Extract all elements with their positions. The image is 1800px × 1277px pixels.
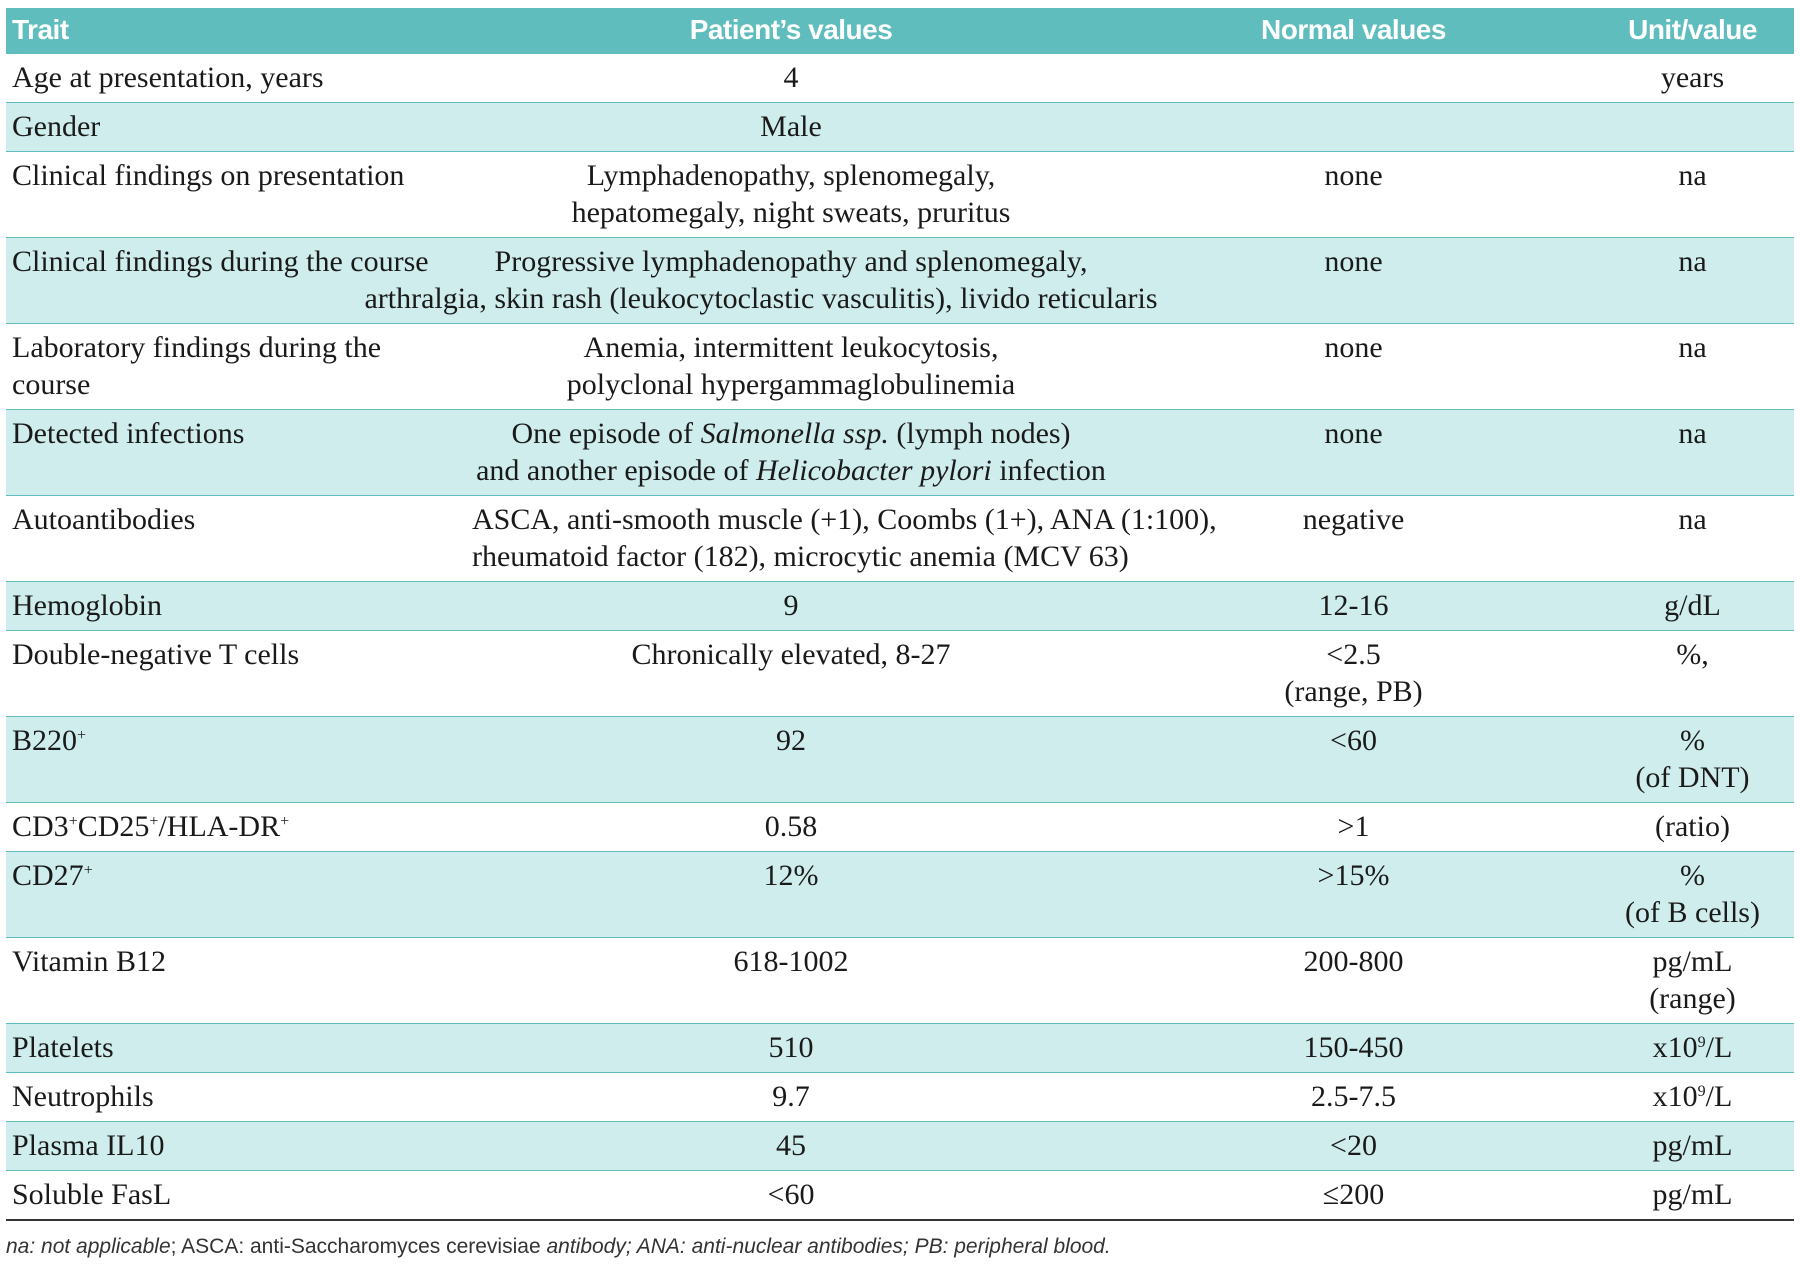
table-row-infections	[6, 410, 1794, 496]
unit-cell: years	[1591, 54, 1794, 103]
patient-data-table	[6, 8, 1794, 1221]
unit-cell: na	[1591, 410, 1794, 496]
superscript: 9	[1697, 1034, 1706, 1051]
trait-text: CD3	[12, 810, 69, 843]
organism-name: Salmonella ssp.	[700, 417, 889, 450]
value-line: arthralgia, skin rash (leukocytoclastic vasculitis), livido reticularis	[364, 282, 1158, 315]
normal-value-cell: 2.5-7.5	[1116, 1073, 1591, 1122]
unit-cell	[1591, 1024, 1794, 1073]
value-text: (lymph nodes)	[888, 417, 1071, 450]
value-line: Anemia, intermittent leukocytosis,	[583, 331, 999, 364]
unit-cell: na	[1591, 152, 1794, 238]
unit-line: (range)	[1649, 982, 1736, 1015]
unit-text: x10	[1652, 1031, 1698, 1064]
patient-value-cell: 9	[466, 582, 1116, 631]
unit-cell: na	[1591, 324, 1794, 410]
normal-value-cell: 12-16	[1116, 582, 1591, 631]
unit-cell	[1591, 103, 1794, 152]
unit-text: /L	[1705, 1080, 1733, 1113]
normal-value-cell: >15%	[1116, 852, 1591, 938]
value-line	[472, 452, 1110, 489]
table-row-hemoglobin	[6, 582, 1794, 631]
unit-line: %	[1680, 859, 1705, 892]
patient-value-cell: 45	[466, 1122, 1116, 1171]
patient-value-cell: 12%	[466, 852, 1116, 938]
header-unit-value: Unit/value	[1591, 8, 1794, 54]
trait-cell: Vitamin B12	[6, 938, 466, 1024]
trait-cell: Age at presentation, years	[6, 54, 466, 103]
trait-cell: Clinical findings during the course	[6, 238, 466, 324]
superscript: +	[77, 727, 87, 744]
trait-cell: Detected infections	[6, 410, 466, 496]
unit-line: pg/mL	[1652, 945, 1733, 978]
trait-cell: Neutrophils	[6, 1073, 466, 1122]
normal-value-cell: <20	[1116, 1122, 1591, 1171]
trait-text: CD27	[12, 859, 84, 892]
normal-line: (range, PB)	[1284, 675, 1423, 708]
table-row-cd3-ratio	[6, 803, 1794, 852]
patient-value-cell: Male	[466, 103, 1116, 152]
normal-value-cell: none	[1116, 152, 1591, 238]
superscript: +	[83, 862, 93, 879]
unit-cell	[1591, 938, 1794, 1024]
normal-value-cell: <60	[1116, 717, 1591, 803]
trait-cell: Platelets	[6, 1024, 466, 1073]
unit-cell: pg/mL	[1591, 1171, 1794, 1221]
footnote-text: na: not applicable	[6, 1235, 171, 1258]
normal-value-cell: none	[1116, 324, 1591, 410]
table-row-double-negative-t-cells	[6, 631, 1794, 717]
value-line	[472, 415, 1110, 452]
table-row-laboratory-course	[6, 324, 1794, 410]
table-row-age	[6, 54, 1794, 103]
patient-value-cell: Chronically elevated, 8-27	[466, 631, 1116, 717]
normal-value-cell: ≤200	[1116, 1171, 1591, 1221]
value-line: Lymphadenopathy, splenomegaly,	[586, 159, 996, 192]
value-line: Progressive lymphadenopathy and splenomegaly,	[494, 245, 1088, 278]
normal-line: <2.5	[1326, 638, 1381, 671]
footnote-text: ; ASCA: anti-Saccharomyces cerevisiae	[170, 1235, 547, 1258]
normal-value-cell	[1116, 103, 1591, 152]
patient-value-cell	[364, 238, 1158, 324]
table-row-plasma-il10	[6, 1122, 1794, 1171]
unit-cell	[1591, 852, 1794, 938]
value-text: infection	[991, 454, 1106, 487]
unit-line: (of DNT)	[1635, 761, 1750, 794]
trait-cell: Laboratory findings during the course	[6, 324, 466, 410]
trait-cell: Double-negative T cells	[6, 631, 466, 717]
normal-value-cell: negative	[1116, 496, 1591, 582]
superscript: +	[280, 813, 290, 830]
normal-value-cell	[1116, 54, 1591, 103]
patient-value-cell: <60	[466, 1171, 1116, 1221]
trait-cell: Hemoglobin	[6, 582, 466, 631]
patient-value-cell	[466, 496, 1217, 582]
unit-line: (of B cells)	[1625, 896, 1760, 929]
table-row-soluble-fasl	[6, 1171, 1794, 1221]
patient-value-cell: 4	[466, 54, 1116, 103]
table-row-neutrophils	[6, 1073, 1794, 1122]
value-line: rheumatoid factor (182), microcytic anemia (MCV 63)	[472, 540, 1129, 573]
header-normal-values: Normal values	[1116, 8, 1591, 54]
header-patient-values: Patient’s values	[466, 8, 1116, 54]
patient-value-cell	[466, 152, 1116, 238]
trait-cell	[6, 852, 466, 938]
table-row-clinical-course	[6, 238, 1794, 324]
unit-cell	[1591, 717, 1794, 803]
superscript: +	[149, 813, 159, 830]
footnote-text: antibody; ANA: anti-nuclear antibodies; PB: peripheral blood.	[546, 1235, 1111, 1258]
value-text: One episode of	[511, 417, 701, 450]
trait-cell	[6, 803, 466, 852]
unit-text: /L	[1705, 1031, 1733, 1064]
table-row-autoantibodies	[6, 496, 1794, 582]
unit-cell: na	[1591, 238, 1794, 324]
patient-value-cell: 618-1002	[466, 938, 1116, 1024]
normal-value-cell: 200-800	[1116, 938, 1591, 1024]
header-trait: Trait	[6, 8, 466, 54]
unit-cell: g/dL	[1591, 582, 1794, 631]
normal-value-cell: 150-450	[1116, 1024, 1591, 1073]
normal-value-cell: >1	[1116, 803, 1591, 852]
patient-value-cell: 510	[466, 1024, 1116, 1073]
superscript: 9	[1697, 1083, 1706, 1100]
unit-cell: (ratio)	[1591, 803, 1794, 852]
normal-value-cell	[1116, 631, 1591, 717]
unit-text: x10	[1652, 1080, 1698, 1113]
superscript: +	[68, 813, 78, 830]
value-text: and another episode of	[476, 454, 756, 487]
patient-value-cell: 92	[466, 717, 1116, 803]
unit-cell: na	[1591, 496, 1794, 582]
unit-cell	[1591, 1073, 1794, 1122]
trait-cell: Autoantibodies	[6, 496, 466, 582]
organism-name: Helicobacter pylori	[755, 454, 992, 487]
patient-value-cell	[466, 324, 1116, 410]
trait-cell: Gender	[6, 103, 466, 152]
table-row-cd27	[6, 852, 1794, 938]
value-line: polyclonal hypergammaglobulinemia	[566, 368, 1016, 401]
table-header	[6, 8, 1794, 54]
trait-cell: Clinical findings on presentation	[6, 152, 466, 238]
trait-text: CD25	[77, 810, 150, 843]
value-line: ASCA, anti-smooth muscle (+1), Coombs (1+), ANA (1:100),	[472, 503, 1217, 536]
table-footnote	[6, 1235, 1111, 1259]
trait-text: /HLA-DR	[158, 810, 281, 843]
patient-value-cell	[466, 410, 1116, 496]
table-row-clinical-presentation	[6, 152, 1794, 238]
unit-cell: %,	[1591, 631, 1794, 717]
value-line: hepatomegaly, night sweats, pruritus	[571, 196, 1011, 229]
table-row-platelets	[6, 1024, 1794, 1073]
table-row-gender	[6, 103, 1794, 152]
trait-cell: Soluble FasL	[6, 1171, 466, 1221]
patient-value-cell: 0.58	[466, 803, 1116, 852]
trait-cell	[6, 717, 466, 803]
trait-text: B220	[12, 724, 78, 757]
normal-value-cell: none	[1116, 410, 1591, 496]
trait-cell: Plasma IL10	[6, 1122, 466, 1171]
table-container	[6, 8, 1794, 1221]
patient-value-cell: 9.7	[466, 1073, 1116, 1122]
unit-cell: pg/mL	[1591, 1122, 1794, 1171]
unit-line: %	[1680, 724, 1705, 757]
header-row	[6, 8, 1794, 54]
table-row-b220	[6, 717, 1794, 803]
table-row-vitamin-b12	[6, 938, 1794, 1024]
normal-value-cell: none	[1116, 238, 1591, 324]
